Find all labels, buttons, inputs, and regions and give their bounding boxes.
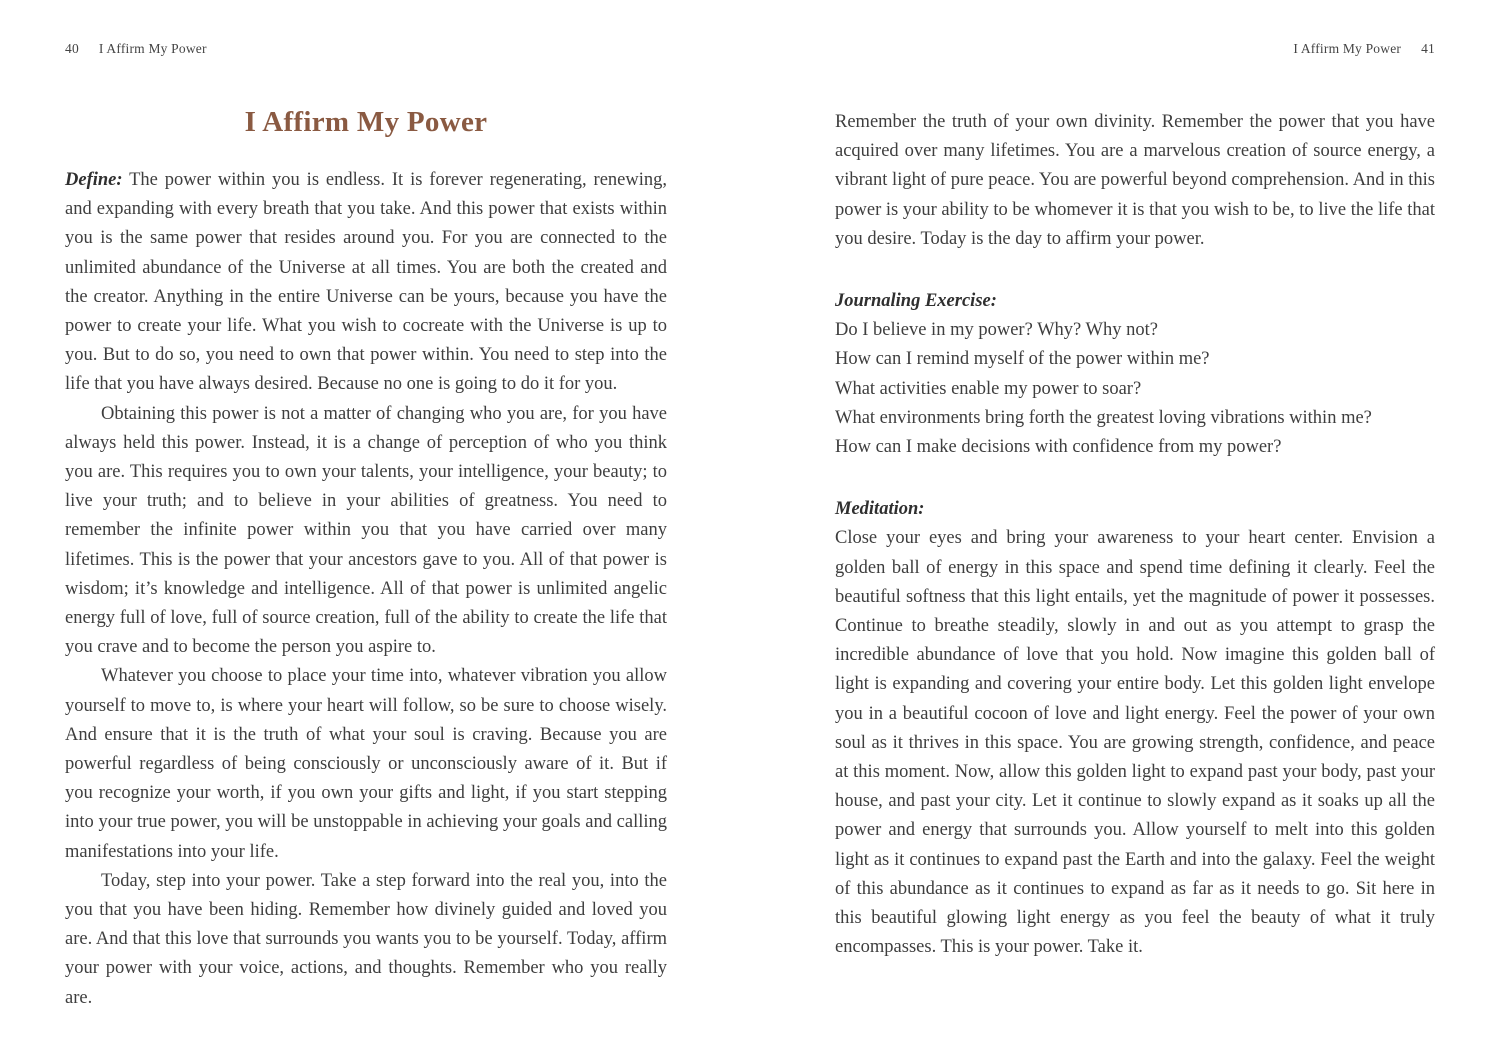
define-paragraph (65, 166, 667, 400)
left-page (65, 40, 667, 1013)
journaling-question: How can I remind myself of the power within me? (835, 349, 1210, 370)
right-page (835, 40, 1435, 962)
left-running-title: I Affirm My Power (98, 41, 207, 56)
chapter-title: I Affirm My Power (244, 106, 488, 138)
body-paragraph: Obtaining this power is not a matter of changing who you are, for you have always held this power. Instead, it is a change of perception of who you think you are. This requires you to own your talents, your intelligence, your beauty; to live your truth; and to believe in your abilities of greatness. You need to remember the infinite power within you that you have carried over many lifetimes. This is the power that your ancestors gave to you. All of that power is wisdom; it’s knowledge and intelligence. All of that power is unlimited angelic energy full of love, full of source creation, full of the ability to create the life that you crave and to become the person you aspire to. (65, 403, 667, 658)
left-page-number: 40 (65, 41, 79, 56)
define-label: Define: (65, 170, 123, 190)
meditation-paragraph: Close your eyes and bring your awareness to your heart center. Envision a golden ball of energy in this space and spend time defining it clearly. Feel the beautiful softness that this light entails, yet the magnitude of power it possesses. Continue to breathe steadily, slowly in and out as you attempt to grasp the incredible abundance of love that you hold. Now imagine this golden ball of light is expanding and covering your entire body. Let this golden light envelope you in a beautiful cocoon of love and light energy. Feel the power of your own soul as it thrives in this space. You are growing strength, confidence, and peace at this moment. Now, allow this golden light to expand past your body, past your house, and past your city. Let it continue to slowly expand as it soaks up all the power and energy that surrounds you. Allow yourself to melt into this golden light as it continues to expand past the Earth and into the galaxy. Feel the weight of this abundance as it continues to expand as far as it needs to go. Sit here in this beautiful glowing light energy as you feel the beauty of what it truly encompasses. This is your power. Take it. (835, 528, 1435, 958)
body-paragraph: Whatever you choose to place your time into, whatever vibration you allow yourself to move to, is where your heart will follow, so be sure to choose wisely. And ensure that it is the truth of what your soul is craving. Because you are powerful regardless of being consciously or unconsciously aware of it. But if you recognize your worth, if you own your gifts and light, if you start stepping into your true power, you will be unstoppable in achieving your goals and calling manifestations into your life. (65, 666, 667, 862)
right-page-number: 41 (1421, 41, 1435, 56)
right-running-head (835, 40, 1435, 57)
intro-paragraph: Remember the truth of your own divinity. Remember the power that you have acquired over many lifetimes. You are a marvelous creation of source energy, a vibrant light of pure peace. You are powerful beyond comprehension. And in this power is your ability to be whomever it is that you wish to be, to live the life that you desire. Today is the day to affirm your power. (835, 112, 1435, 249)
left-running-head (65, 40, 667, 57)
left-body (65, 166, 667, 1013)
journaling-exercise-section (835, 287, 1435, 462)
journaling-question: What environments bring forth the greatest loving vibrations within me? (835, 407, 1372, 428)
journaling-question: What activities enable my power to soar? (835, 378, 1142, 399)
right-body (835, 108, 1435, 962)
right-running-title: I Affirm My Power (1293, 41, 1402, 56)
journaling-exercise-label: Journaling Exercise: (835, 291, 997, 312)
journaling-question: Do I believe in my power? Why? Why not? (835, 320, 1158, 341)
body-paragraph: Today, step into your power. Take a step forward into the real you, into the you that you have been hiding. Remember how divinely guided and loved you are. And that this love that surrounds you wants you to be yourself. Today, affirm your power with your voice, actions, and thoughts. Remember who you really are. (65, 870, 667, 1008)
meditation-label: Meditation: (835, 499, 925, 520)
define-paragraph-text: The power within you is endless. It is forever regenerating, renewing, and expanding with every breath that you take. And this power that exists within you is the same power that resides around you. For you are connected to the unlimited abundance of the Universe at all times. You are both the created and the creator. Anything in the entire Universe can be yours, because you have the power to create your life. What you wish to cocreate with the Universe is up to you. But to do so, you need to own that power within. You need to step into the life that you have always desired. Because no one is going to do it for you. (65, 170, 667, 395)
meditation-section (835, 495, 1435, 962)
journaling-question: How can I make decisions with confidence from my power? (835, 437, 1282, 458)
